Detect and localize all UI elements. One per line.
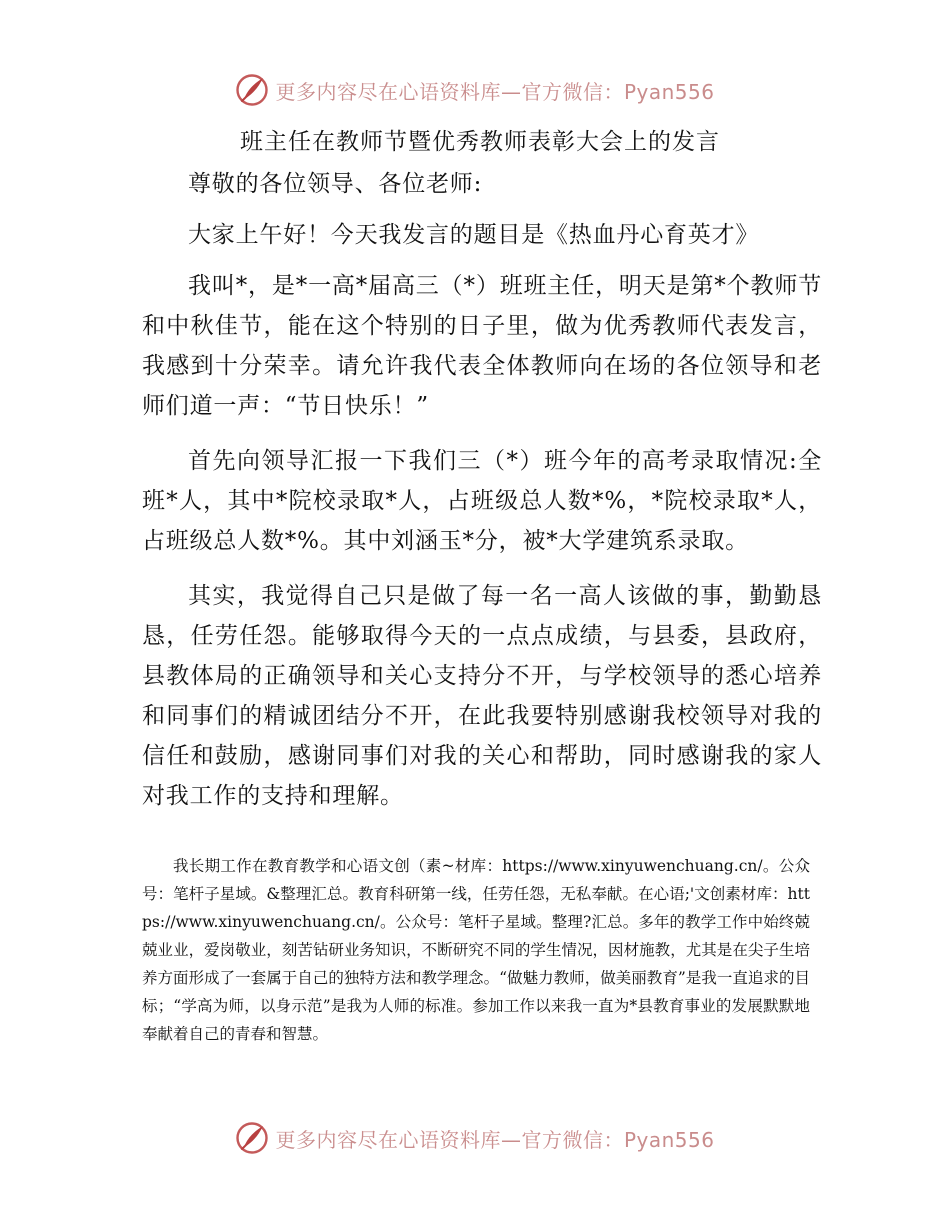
footer-banner-content <box>235 1121 714 1155</box>
document-title: 班主任在教师节暨优秀教师表彰大会上的发言 <box>240 129 720 155</box>
body-paragraph: 首先向领导汇报一下我们三（*）班今年的高考录取情况:全班*人，其中*院校录取*人，占班级总人数*%，*院校录取*人，占班级总人数*%。其中刘涵玉*分，被*大学建筑系录取。 <box>142 448 822 554</box>
header-banner-content <box>235 73 714 107</box>
footer-banner-text: 更多内容尽在心语资料库—官方微信：Pyan556 <box>275 1127 715 1152</box>
opening-line: 大家上午好！今天我发言的题目是《热血丹心育英才》 <box>188 222 760 248</box>
header-banner <box>0 70 950 110</box>
footer-banner <box>0 1118 950 1158</box>
quill-pen-logo-icon <box>235 73 269 107</box>
header-banner-text: 更多内容尽在心语资料库—官方微信：Pyan556 <box>275 79 715 104</box>
quill-pen-logo-icon <box>235 1121 269 1155</box>
body-paragraph: 我叫*，是*一高*届高三（*）班班主任，明天是第*个教师节和中秋佳节，能在这个特别的日子里，做为优秀教师代表发言，我感到十分荣幸。请允许我代表全体教师向在场的各位领导和老师们道一声：“节日快乐！” <box>142 273 822 419</box>
salutation: 尊敬的各位领导、各位老师: <box>188 171 483 197</box>
document-body <box>142 164 822 831</box>
small-print-note <box>142 852 810 1048</box>
small-print-paragraph: 我长期工作在教育教学和心语文创（素~材库：https://www.xinyuwenchuang.cn/。公众号：笔杆子星域。&整理汇总。教育科研第一线，任劳任怨，无私奉献。在心语;'文创素材库：https://www.xinyuwenchuang.cn/。公众号：笔杆子星域。整理?汇总。多年的教学工作中始终兢兢业业，爱岗敬业，刻苦钻研业务知识，不断研究不同的学生情况，因材施教，尤其是在尖子生培养方面形成了一套属于自己的独特方法和教学理念。“做魅力教师，做美丽教育”是我一直追求的目标；“学高为师，以身示范”是我为人师的标准。参加工作以来我一直为*县教育事业的发展默默地奉献着自己的青春和智慧。 <box>142 857 810 1043</box>
body-paragraph: 其实，我觉得自己只是做了每一名一高人该做的事，勤勤恳恳，任劳任怨。能够取得今天的一点点成绩，与县委，县政府，县教体局的正确领导和关心支持分不开，与学校领导的悉心培养和同事们的精诚团结分不开，在此我要特别感谢我校领导对我的信任和鼓励，感谢同事们对我的关心和帮助，同时感谢我的家人对我工作的支持和理解。 <box>142 583 822 809</box>
